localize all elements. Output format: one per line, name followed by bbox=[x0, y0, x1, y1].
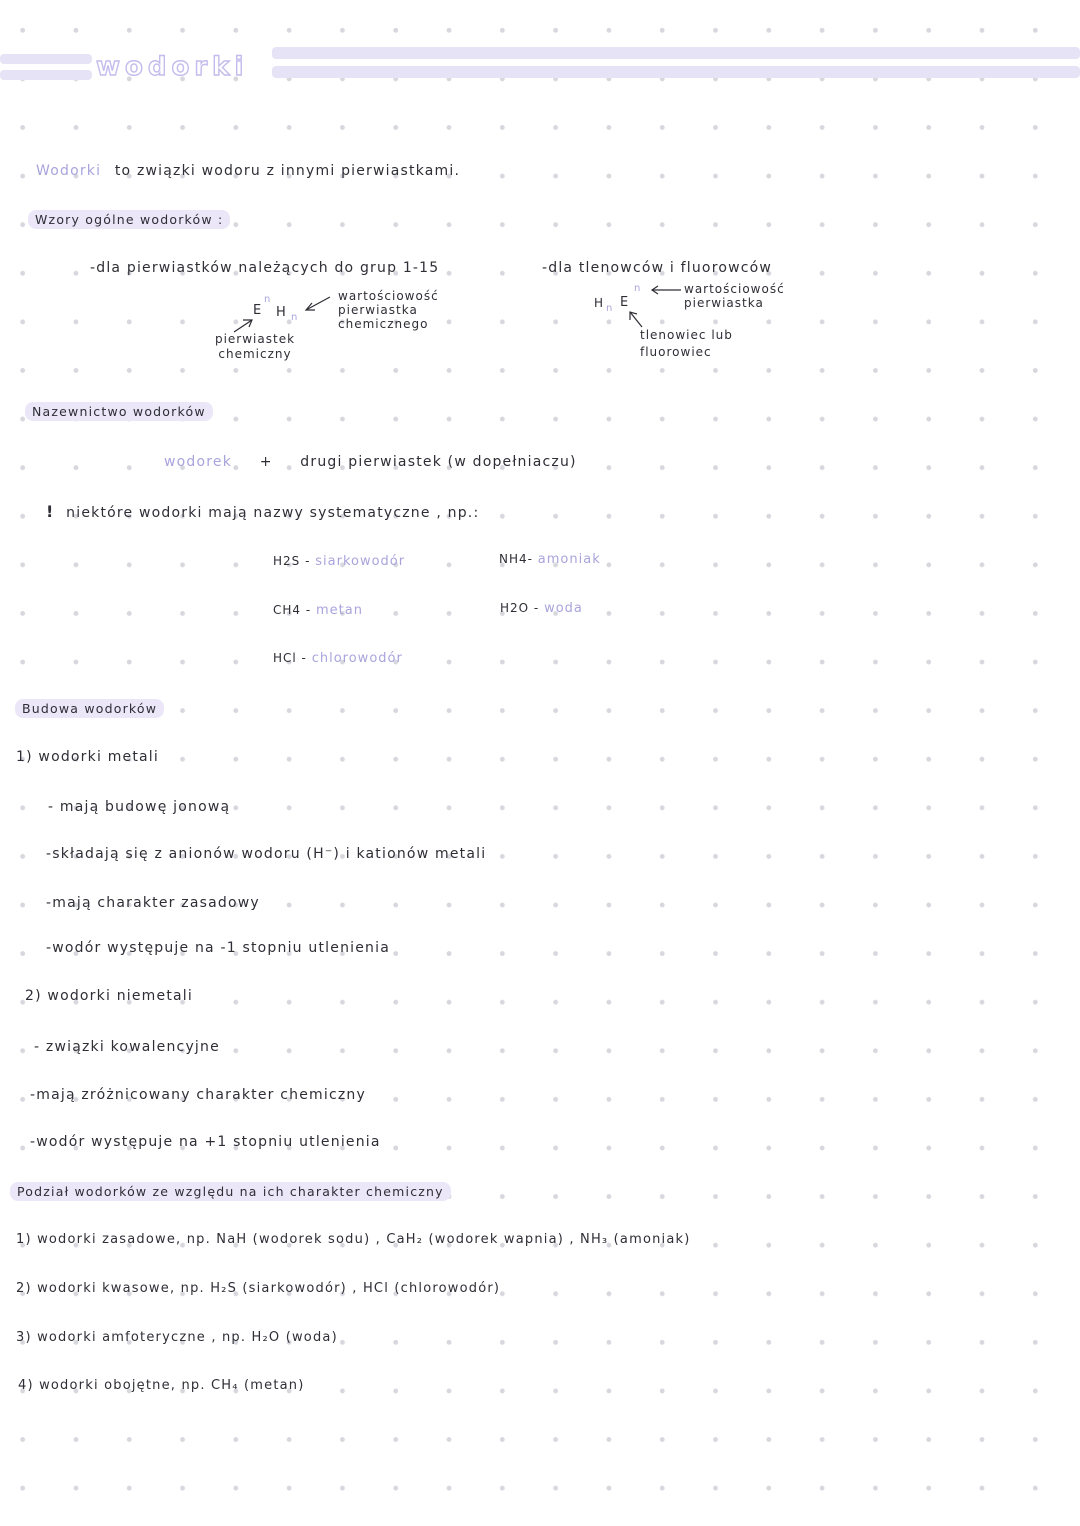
general-formulas-heading: Wzory ogólne wodorków : bbox=[28, 210, 230, 229]
halogens-element-label: tlenowiec lub fluorowiec bbox=[640, 328, 733, 359]
naming-note bbox=[46, 502, 479, 521]
example-nh4 bbox=[499, 552, 601, 567]
groups-formula-H: H bbox=[276, 305, 286, 320]
naming-heading: Nazewnictwo wodorków bbox=[25, 402, 213, 421]
halogens-label: -dla tlenowców i fluorowców bbox=[542, 260, 773, 276]
metals-point: -składają się z anionów wodoru (H⁻) i kationów metali bbox=[46, 846, 487, 862]
metals-title: 1) wodorki metali bbox=[16, 749, 159, 765]
nonmetals-point: -wodór występuje na +1 stopniu utlenienia bbox=[30, 1134, 381, 1150]
example-name: woda bbox=[544, 601, 583, 616]
example-name: metan bbox=[316, 603, 363, 618]
definition-term: Wodorki bbox=[36, 163, 102, 179]
header-band-right-top bbox=[272, 47, 1080, 59]
metals-point: - mają budowę jonową bbox=[48, 799, 231, 815]
definition-text: to związki wodoru z innymi pierwiastkami. bbox=[114, 163, 461, 179]
groups-arrows bbox=[230, 292, 340, 342]
exclamation-icon: ! bbox=[46, 502, 55, 521]
groups-formula-E: E bbox=[253, 303, 262, 318]
groups-n-top: n bbox=[264, 294, 271, 305]
nonmetals-title: 2) wodorki niemetali bbox=[25, 988, 193, 1004]
halogens-formula-E: E bbox=[620, 295, 629, 310]
naming-note-text: niektóre wodorki mają nazwy systematyczne , np.: bbox=[66, 505, 480, 521]
definition bbox=[36, 163, 460, 179]
example-name: chlorowodór bbox=[311, 651, 403, 666]
nonmetals-point: - związki kowalencyjne bbox=[34, 1039, 220, 1055]
metals-point: -wodór występuje na -1 stopniu utlenienia bbox=[46, 940, 390, 956]
header-band-left-top bbox=[0, 54, 92, 64]
example-formula: H2S - bbox=[273, 554, 311, 568]
halogens-n-sub: n bbox=[606, 303, 613, 314]
example-formula: H2O - bbox=[500, 601, 540, 615]
header-band-right-bottom bbox=[272, 66, 1080, 78]
naming-rest: drugi pierwiastek (w dopełniaczu) bbox=[300, 454, 577, 470]
division-item: 2) wodorki kwasowe, np. H₂S (siarkowodór) , HCl (chlorowodór) bbox=[16, 1281, 501, 1296]
halogens-formula-H: H bbox=[594, 296, 604, 310]
example-formula: NH4- bbox=[499, 552, 533, 566]
groups-label: -dla pierwiastków należących do grup 1-15 bbox=[90, 260, 440, 276]
groups-element-label: pierwiastek chemiczny bbox=[214, 332, 296, 361]
naming-plus: + bbox=[259, 454, 273, 470]
example-ch4 bbox=[273, 603, 363, 618]
page-title: wodorki bbox=[96, 52, 249, 82]
example-hcl bbox=[273, 651, 403, 666]
division-item: 1) wodorki zasadowe, np. NaH (wodorek sodu) , CaH₂ (wodorek wapnia) , NH₃ (amoniak) bbox=[16, 1232, 691, 1247]
naming-word: wodorek bbox=[164, 454, 233, 470]
example-h2s bbox=[273, 554, 405, 569]
division-item: 3) wodorki amfoteryczne , np. H₂O (woda) bbox=[16, 1330, 338, 1345]
groups-n-sub: n bbox=[291, 312, 298, 323]
division-item: 4) wodorki obojętne, np. CH₄ (metan) bbox=[18, 1378, 305, 1393]
example-formula: CH4 - bbox=[273, 603, 312, 617]
halogens-n-top: n bbox=[634, 283, 641, 294]
header-band-left-bottom bbox=[0, 70, 92, 80]
naming-rule bbox=[164, 454, 577, 470]
example-h2o bbox=[500, 601, 583, 616]
nonmetals-point: -mają zróżnicowany charakter chemiczny bbox=[30, 1087, 366, 1103]
halogens-arrows bbox=[624, 282, 684, 332]
example-name: siarkowodór bbox=[315, 554, 406, 569]
example-formula: HCl - bbox=[273, 651, 307, 665]
example-name: amoniak bbox=[537, 552, 601, 567]
halogens-valence-label: wartościowość pierwiastka bbox=[684, 282, 785, 310]
metals-point: -mają charakter zasadowy bbox=[46, 895, 260, 911]
structure-heading: Budowa wodorków bbox=[15, 699, 164, 718]
groups-valence-label: wartościowość pierwiastka chemicznego bbox=[338, 289, 439, 331]
division-heading: Podział wodorków ze względu na ich charakter chemiczny bbox=[10, 1182, 451, 1201]
